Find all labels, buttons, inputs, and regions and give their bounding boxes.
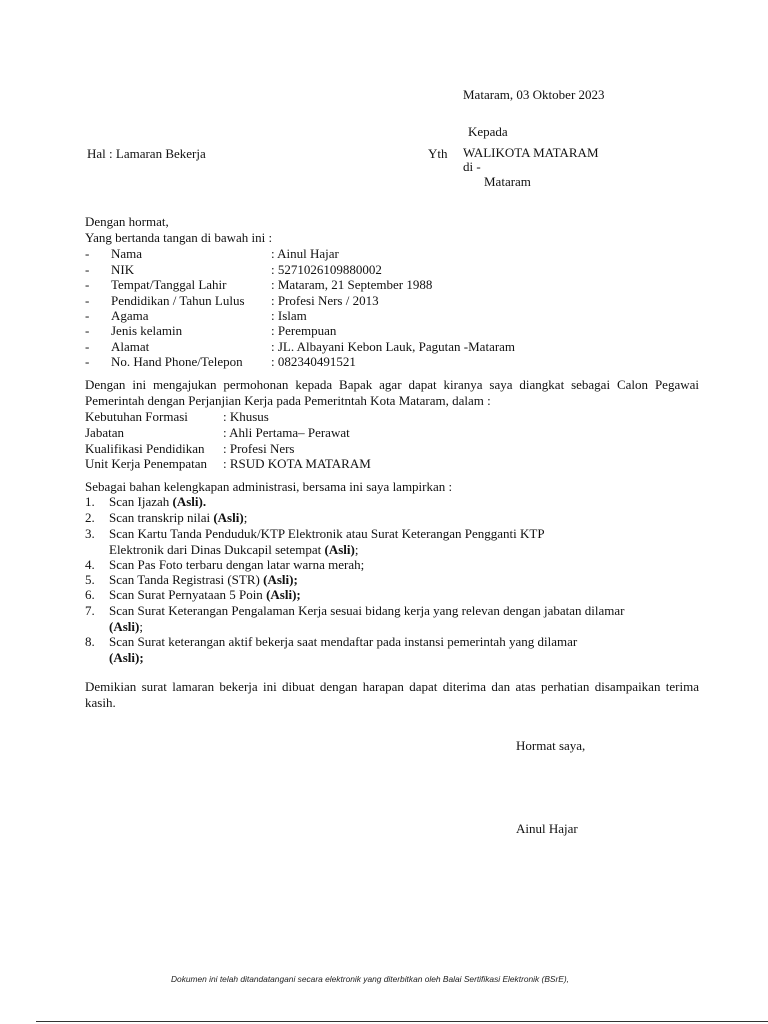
item-number: 1. — [85, 494, 95, 509]
field-label: Agama — [111, 308, 149, 323]
item-number: 8. — [85, 634, 95, 649]
footer-divider — [36, 1021, 768, 1022]
item-number: 4. — [85, 557, 95, 572]
greeting: Dengan hormat, — [85, 214, 169, 229]
field-label: Pendidikan / Tahun Lulus — [111, 293, 245, 308]
recipient-city: Mataram — [484, 174, 531, 189]
item-bold: (Asli) — [324, 541, 355, 557]
list-dash: - — [85, 246, 90, 261]
letter-date: Mataram, 03 Oktober 2023 — [463, 87, 605, 102]
field-label: No. Hand Phone/Telepon — [111, 354, 243, 369]
field-label: Alamat — [111, 339, 150, 354]
field-label: Kebutuhan Formasi — [85, 409, 188, 424]
field-label: Nama — [111, 246, 143, 261]
item-number: 2. — [85, 510, 95, 525]
signer-name: Ainul Hajar — [516, 821, 578, 836]
field-label: Unit Kerja Penempatan — [85, 456, 208, 471]
field-value: : Khusus — [223, 409, 269, 424]
field-label: Tempat/Tanggal Lahir — [111, 277, 227, 292]
item-text: Scan Surat keterangan aktif bekerja saat mendaftar pada instansi pemerintah yang dilamar — [109, 634, 578, 649]
intro-line: Yang bertanda tangan di bawah ini : — [85, 230, 273, 245]
item-bold: (Asli) — [109, 618, 140, 634]
regards: Hormat saya, — [516, 738, 586, 753]
list-dash: - — [85, 308, 90, 323]
field-label: Kualifikasi Pendidikan — [85, 441, 205, 456]
field-value: : Perempuan — [271, 323, 337, 338]
item-text: Scan Surat Keterangan Pengalaman Kerja sesuai bidang kerja yang relevan dengan jabatan dilamar — [109, 603, 625, 618]
item-tail: ; — [139, 618, 143, 634]
field-value: : Mataram, 21 September 1988 — [271, 277, 433, 292]
field-value: : Islam — [271, 308, 307, 323]
kepada-label: Kepada — [468, 124, 508, 139]
list-dash: - — [85, 262, 90, 277]
item-text: Scan transkrip nilai — [109, 510, 214, 525]
field-label: Jenis kelamin — [111, 323, 183, 338]
attachments-intro: Sebagai bahan kelengkapan administrasi, bersama ini saya lampirkan : — [85, 479, 453, 494]
item-bold: (Asli); — [266, 587, 301, 602]
list-dash: - — [85, 277, 90, 292]
list-dash: - — [85, 354, 90, 369]
field-value: : 5271026109880002 — [271, 262, 382, 277]
item-number: 3. — [85, 526, 95, 541]
request-paragraph: Dengan ini mengajukan permohonan kepada Bapak agar dapat kiranya saya diangkat sebagai Calon Pegawai Pemerintah dengan Perjanjian Kerja pada Pemeritntah Kota Mataram, dalam : — [85, 377, 699, 408]
item-number: 5. — [85, 572, 95, 587]
item-text: Scan Ijazah — [109, 494, 173, 509]
item-text: Scan Tanda Registrasi (STR) — [109, 572, 264, 587]
subject-line: Hal : Lamaran Bekerja — [87, 146, 206, 161]
field-value: : RSUD KOTA MATARAM — [223, 456, 371, 471]
item-text: Scan Pas Foto terbaru dengan latar warna merah; — [109, 557, 365, 572]
field-value: : JL. Albayani Kebon Lauk, Pagutan -Mataram — [271, 339, 516, 354]
field-value: : 082340491521 — [271, 354, 356, 369]
field-value: : Ahli Pertama– Perawat — [223, 425, 350, 440]
list-dash: - — [85, 293, 90, 308]
e-signature-footer: Dokumen ini telah ditandatangani secara elektronik yang diterbitkan oleh Balai Sertifikasi Elektronik (BSrE), — [170, 974, 570, 984]
item-tail: ; — [243, 510, 248, 525]
field-value: : Ainul Hajar — [271, 246, 339, 261]
item-bold: (Asli); — [263, 572, 298, 587]
list-dash: - — [85, 323, 90, 338]
item-text: Scan Surat Pernyataan 5 Poin — [109, 587, 267, 602]
item-text-cont: Elektronik dari Dinas Dukcapil setempat — [109, 541, 325, 557]
field-label: Jabatan — [85, 425, 124, 440]
field-label: NIK — [111, 262, 135, 277]
field-value: : Profesi Ners — [223, 441, 295, 456]
list-dash: - — [85, 339, 90, 354]
item-bold: (Asli) — [213, 510, 244, 525]
yth-label: Yth — [428, 146, 448, 161]
field-value: : Profesi Ners / 2013 — [271, 293, 379, 308]
item-bold: (Asli). — [172, 494, 207, 509]
item-tail: ; — [354, 541, 359, 557]
item-number: 6. — [85, 587, 95, 602]
recipient-name: WALIKOTA MATARAM — [463, 145, 599, 160]
item-text: Scan Kartu Tanda Penduduk/KTP Elektronik atau Surat Keterangan Pengganti KTP — [109, 526, 545, 541]
item-number: 7. — [85, 603, 95, 618]
item-bold: (Asli); — [109, 649, 144, 665]
closing-paragraph: Demikian surat lamaran bekerja ini dibuat dengan harapan dapat diterima dan atas perhatian disampaikan terima kasih. — [85, 679, 699, 710]
recipient-di: di - — [463, 159, 481, 174]
